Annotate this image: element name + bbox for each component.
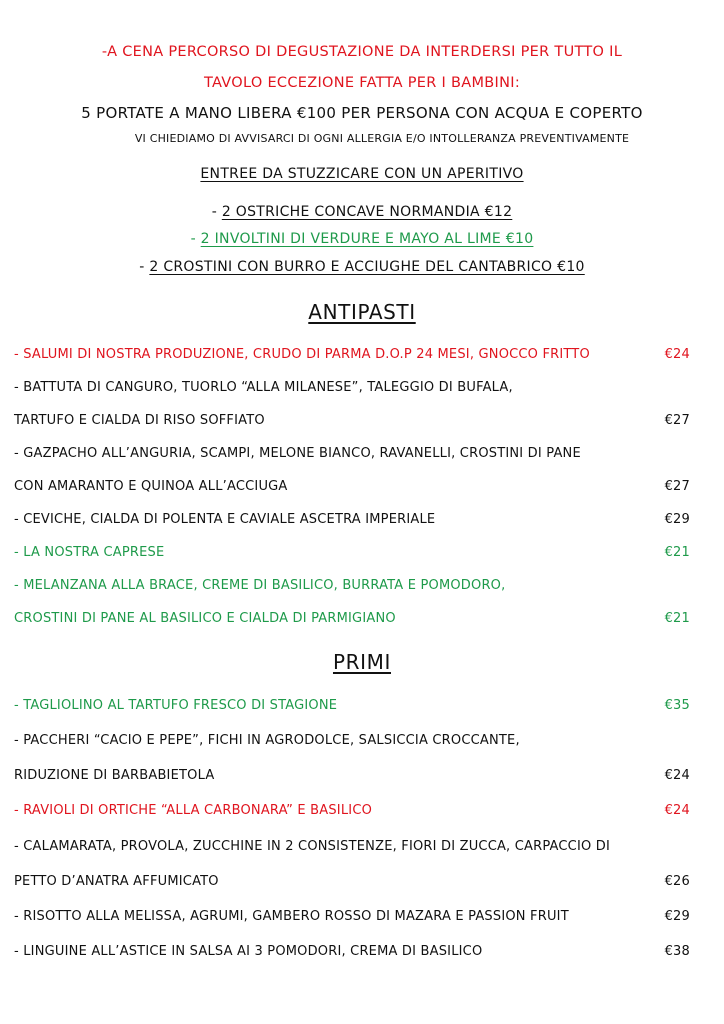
allergy-note: VI CHIEDIAMO DI AVVISARCI DI OGNI ALLERGIA E/O INTOLLERANZA PREVENTIVAMENTE (134, 132, 630, 145)
menu-row (14, 511, 690, 529)
dish-price: €21 (664, 545, 690, 560)
intro-line-3: 5 PORTATE A MANO LIBERA €100 PER PERSONA CON ACQUA E COPERTO (81, 104, 643, 122)
dish-name: - CALAMARATA, PROVOLA, ZUCCHINE IN 2 CONSISTENZE, FIORI DI ZUCCA, CARPACCIO DI (14, 839, 610, 854)
dish-name: - GAZPACHO ALL’ANGURIA, SCAMPI, MELONE BIANCO, RAVANELLI, CROSTINI DI PANE (14, 446, 581, 461)
intro-line-1: -A CENA PERCORSO DI DEGUSTAZIONE DA INTERDERSI PER TUTTO IL (101, 44, 623, 60)
dish-name: CROSTINI DI PANE AL BASILICO E CIALDA DI PARMIGIANO (14, 611, 396, 626)
menu-row (14, 478, 690, 496)
menu-row (14, 802, 690, 820)
dish-name: CON AMARANTO E QUINOA ALL’ACCIUGA (14, 479, 288, 494)
entree-item: - 2 CROSTINI CON BURRO E ACCIUGHE DEL CANTABRICO €10 (139, 259, 585, 275)
dish-name: - RISOTTO ALLA MELISSA, AGRUMI, GAMBERO ROSSO DI MAZARA E PASSION FRUIT (14, 909, 569, 924)
dish-name: - LINGUINE ALL’ASTICE IN SALSA AI 3 POMODORI, CREMA DI BASILICO (14, 944, 483, 959)
dish-name: - CEVICHE, CIALDA DI POLENTA E CAVIALE ASCETRA IMPERIALE (14, 512, 436, 527)
menu-row (14, 908, 690, 926)
menu-row (14, 445, 690, 463)
dish-price: €27 (664, 413, 690, 428)
dish-price: €24 (664, 803, 690, 818)
dish-price: €27 (664, 479, 690, 494)
dish-price: €35 (664, 698, 690, 713)
menu-row (14, 412, 690, 430)
menu-row (14, 346, 690, 364)
entree-heading: ENTREE DA STUZZICARE CON UN APERITIVO (200, 166, 524, 182)
dish-name: - LA NOSTRA CAPRESE (14, 545, 165, 560)
menu-row (14, 544, 690, 562)
dish-name: RIDUZIONE DI BARBABIETOLA (14, 768, 215, 783)
dish-price: €26 (664, 874, 690, 889)
primi-title: PRIMI (332, 650, 391, 674)
dish-name: - PACCHERI “CACIO E PEPE”, FICHI IN AGRODOLCE, SALSICCIA CROCCANTE, (14, 733, 520, 748)
menu-row (14, 873, 690, 891)
dish-name: - MELANZANA ALLA BRACE, CREME DI BASILICO, BURRATA E POMODORO, (14, 578, 506, 593)
dish-name: - TAGLIOLINO AL TARTUFO FRESCO DI STAGIONE (14, 698, 338, 713)
dish-price: €24 (664, 768, 690, 783)
dish-price: €21 (664, 611, 690, 626)
menu-row (14, 697, 690, 715)
entree-item: - 2 INVOLTINI DI VERDURE E MAYO AL LIME €10 (190, 231, 534, 247)
dish-name: - BATTUTA DI CANGURO, TUORLO “ALLA MILANESE”, TALEGGIO DI BUFALA, (14, 380, 513, 395)
antipasti-title: ANTIPASTI (308, 300, 416, 324)
menu-row (14, 767, 690, 785)
menu-row (14, 610, 690, 628)
intro-line-2: TAVOLO ECCEZIONE FATTA PER I BAMBINI: (203, 75, 521, 91)
menu-row (14, 379, 690, 397)
dish-price: €29 (664, 909, 690, 924)
dish-price: €38 (664, 944, 690, 959)
dish-name: - RAVIOLI DI ORTICHE “ALLA CARBONARA” E BASILICO (14, 803, 373, 818)
menu-row (14, 732, 690, 750)
dish-name: PETTO D’ANATRA AFFUMICATO (14, 874, 219, 889)
menu-row (14, 838, 690, 856)
menu-row (14, 943, 690, 961)
dish-price: €29 (664, 512, 690, 527)
dish-name: - SALUMI DI NOSTRA PRODUZIONE, CRUDO DI PARMA D.O.P 24 MESI, GNOCCO FRITTO (14, 347, 590, 362)
dish-name: TARTUFO E CIALDA DI RISO SOFFIATO (14, 413, 265, 428)
entree-item: - 2 OSTRICHE CONCAVE NORMANDIA €12 (211, 204, 513, 220)
menu-row (14, 577, 690, 595)
dish-price: €24 (664, 347, 690, 362)
